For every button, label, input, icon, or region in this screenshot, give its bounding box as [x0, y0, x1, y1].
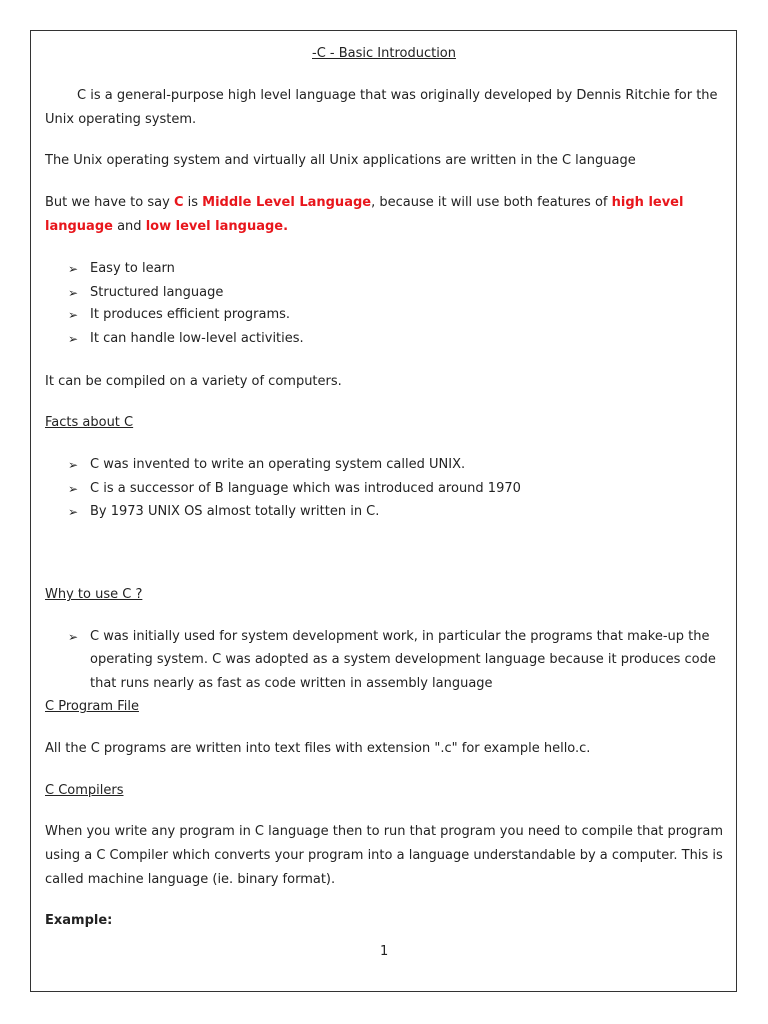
intro-line-1: C is a general-purpose high level language that was originally developed by Dennis Ritchie for the	[77, 88, 718, 103]
list-item: Easy to learn	[90, 261, 175, 276]
list-item: It produces efficient programs.	[90, 307, 291, 322]
unix-sentence: The Unix operating system and virtually all Unix applications are written in the C language	[45, 153, 636, 168]
highlight-low-level-language: low level language.	[145, 219, 289, 234]
example-label: Example:	[45, 913, 113, 928]
list-item: By 1973 UNIX OS almost totally written in C.	[90, 504, 380, 519]
bullet-icon: ➢	[68, 332, 79, 346]
list-item: It can handle low-level activities.	[90, 331, 304, 346]
text-run: is	[183, 195, 203, 210]
intro-line-2: Unix operating system.	[45, 112, 197, 127]
highlight-language: language	[45, 219, 113, 234]
list-item: Structured language	[90, 285, 224, 300]
program-file-heading: C Program File	[45, 699, 139, 714]
bullet-icon: ➢	[68, 458, 79, 472]
list-item: C is a successor of B language which was introduced around 1970	[90, 481, 521, 496]
why-heading: Why to use C ?	[45, 587, 143, 602]
compiled-sentence: It can be compiled on a variety of computers.	[45, 374, 342, 389]
compilers-line-1: When you write any program in C language then to run that program you need to compile that program	[45, 824, 724, 839]
program-file-text: All the C programs are written into text files with extension ".c" for example hello.c.	[45, 741, 591, 756]
bullet-icon: ➢	[68, 286, 79, 300]
highlight-middle-level-language: Middle Level Language	[202, 195, 372, 210]
middle-level-line-2	[45, 218, 288, 236]
page-number: 1	[380, 944, 389, 959]
text-run: , because it will use both features of	[371, 195, 612, 210]
highlight-c: C	[173, 195, 184, 210]
compilers-line-2: using a C Compiler which converts your program into a language understandable by a computer. This is	[45, 848, 723, 863]
text-run: But we have to say	[45, 195, 174, 210]
page-title: -C - Basic Introduction	[312, 46, 456, 61]
bullet-icon: ➢	[68, 505, 79, 519]
list-item: C was invented to write an operating system called UNIX.	[90, 457, 466, 472]
bullet-icon: ➢	[68, 308, 79, 322]
why-line-1: C was initially used for system development work, in particular the programs that make-up the	[90, 629, 710, 644]
why-line-2: operating system. C was adopted as a system development language because it produces code	[90, 652, 716, 667]
facts-heading: Facts about C	[45, 415, 134, 430]
compilers-heading: C Compilers	[45, 783, 124, 798]
text-run: and	[112, 219, 146, 234]
middle-level-line-1	[45, 194, 683, 212]
bullet-icon: ➢	[68, 630, 79, 644]
compilers-line-3: called machine language (ie. binary format).	[45, 872, 336, 887]
highlight-high-level: high level	[611, 195, 684, 210]
bullet-icon: ➢	[68, 482, 79, 496]
why-line-3: that runs nearly as fast as code written in assembly language	[90, 676, 493, 691]
bullet-icon: ➢	[68, 262, 79, 276]
